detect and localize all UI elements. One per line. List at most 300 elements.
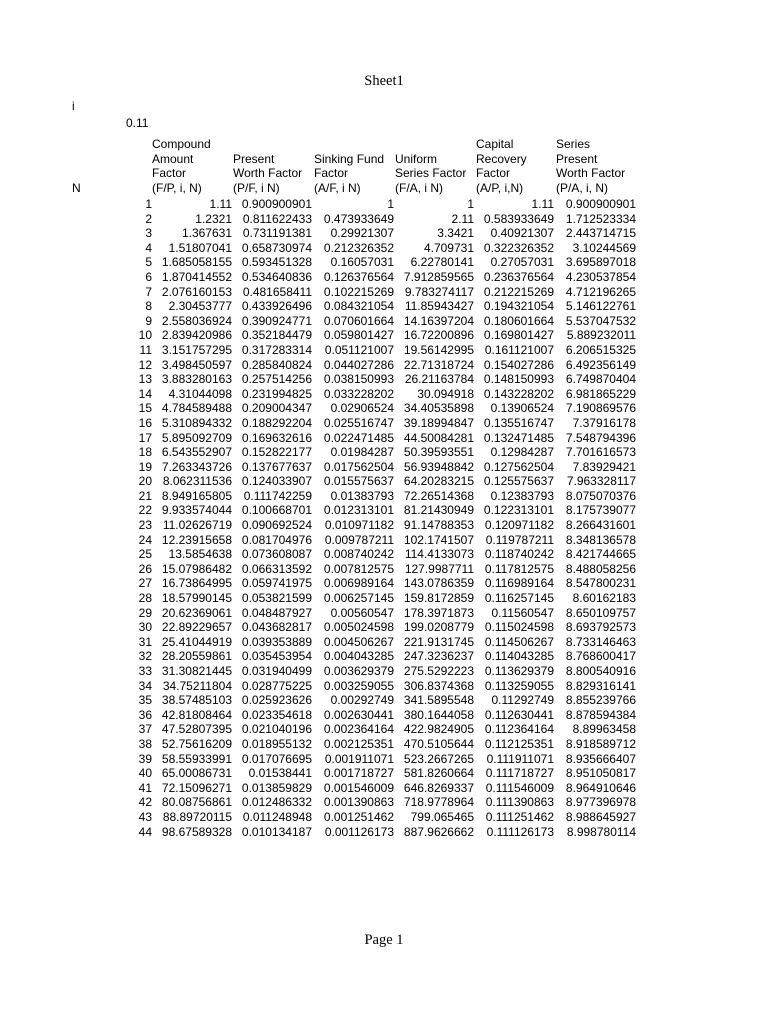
series-present-worth-cell: 4.230537854 xyxy=(565,269,636,284)
present-worth-cell: 0.012486332 xyxy=(241,795,312,810)
period-cell: 20 xyxy=(138,474,152,489)
sinking-fund-cell: 0.29921307 xyxy=(330,226,394,241)
compound-amount-cell: 80.08756861 xyxy=(161,795,232,810)
compound-amount-cell: 38.57485103 xyxy=(161,693,232,708)
compound-amount-cell: 20.62369061 xyxy=(161,605,232,620)
present-worth-cell: 0.285840824 xyxy=(241,357,312,372)
rate-value: 0.11 xyxy=(126,116,149,130)
present-worth-cell: 0.111742259 xyxy=(243,488,312,503)
capital-recovery-cell: 0.111546009 xyxy=(485,780,554,795)
present-worth-cell: 0.169632616 xyxy=(241,430,312,445)
series-present-worth-cell: 3.10244569 xyxy=(572,240,636,255)
sinking-fund-cell: 0.059801427 xyxy=(323,328,394,343)
period-cell: 21 xyxy=(138,488,152,503)
compound-amount-cell: 42.81808464 xyxy=(161,707,232,722)
present-worth-cell: 0.01538441 xyxy=(248,766,312,781)
uniform-series-cell: 718.9778964 xyxy=(403,795,474,810)
uniform-series-cell: 341.5895548 xyxy=(403,693,474,708)
table-row xyxy=(0,722,768,737)
period-cell: 8 xyxy=(145,299,152,314)
sinking-fund-cell: 0.015575637 xyxy=(323,474,394,489)
compound-amount-cell: 72.15096271 xyxy=(161,780,232,795)
present-worth-cell: 0.031940499 xyxy=(241,664,312,678)
sinking-fund-cell: 0.002125351 xyxy=(323,736,394,751)
sinking-fund-cell: 0.025516747 xyxy=(323,415,394,430)
present-worth-cell: 0.209004347 xyxy=(241,401,312,416)
sinking-fund-cell: 0.006257145 xyxy=(323,591,394,606)
uniform-series-cell: 19.56142995 xyxy=(403,342,474,357)
sinking-fund-cell: 1 xyxy=(387,197,394,211)
series-present-worth-cell: 8.421744665 xyxy=(565,547,636,562)
present-worth-cell: 0.534640836 xyxy=(241,269,312,284)
uniform-series-cell: 470.5105644 xyxy=(403,736,474,751)
present-worth-cell: 0.021040196 xyxy=(241,722,312,737)
table-row xyxy=(0,664,768,679)
series-present-worth-cell: 8.988645927 xyxy=(565,809,636,824)
table-row xyxy=(0,635,768,650)
sinking-fund-cell: 0.006989164 xyxy=(323,576,394,591)
series-present-worth-cell: 6.981865229 xyxy=(565,386,636,401)
period-cell: 30 xyxy=(138,620,152,635)
present-worth-cell: 0.658730974 xyxy=(241,240,312,255)
series-present-worth-cell: 6.749870404 xyxy=(565,372,636,387)
header-capital-recovery-factor: Capital Recovery Factor (A/P, i,N) xyxy=(476,137,527,195)
compound-amount-cell: 3.498450597 xyxy=(161,357,232,372)
table-row xyxy=(0,693,768,708)
compound-amount-cell: 7.263343726 xyxy=(161,459,232,474)
series-present-worth-cell: 3.695897018 xyxy=(565,255,636,270)
present-worth-cell: 0.025923626 xyxy=(241,693,312,708)
sinking-fund-cell: 0.012313101 xyxy=(323,503,394,518)
capital-recovery-cell: 0.116989164 xyxy=(484,576,554,591)
present-worth-cell: 0.231994825 xyxy=(241,386,312,401)
period-cell: 24 xyxy=(138,532,152,547)
series-present-worth-cell: 0.900900901 xyxy=(565,197,636,211)
period-cell: 27 xyxy=(138,576,152,591)
table-row xyxy=(0,708,768,723)
series-present-worth-cell: 8.829316141 xyxy=(565,678,636,693)
present-worth-cell: 0.066313592 xyxy=(241,561,312,576)
capital-recovery-cell: 0.143228202 xyxy=(483,386,554,401)
capital-recovery-cell: 0.117812575 xyxy=(484,561,554,576)
compound-amount-cell: 4.31044098 xyxy=(168,386,232,401)
uniform-series-cell: 306.8374368 xyxy=(403,678,474,693)
table-row xyxy=(0,241,768,256)
series-present-worth-cell: 8.547800231 xyxy=(565,576,636,591)
capital-recovery-cell: 0.127562504 xyxy=(483,459,554,474)
period-cell: 22 xyxy=(138,503,152,518)
capital-recovery-cell: 0.125575637 xyxy=(483,474,554,489)
period-cell: 37 xyxy=(138,722,152,737)
present-worth-cell: 0.073608087 xyxy=(241,547,312,562)
capital-recovery-cell: 0.169801427 xyxy=(483,328,554,343)
sinking-fund-cell: 0.001126173 xyxy=(324,824,394,839)
sinking-fund-cell: 0.003629379 xyxy=(323,664,394,678)
period-cell: 43 xyxy=(138,809,152,824)
series-present-worth-cell: 8.60162183 xyxy=(572,591,636,606)
series-present-worth-cell: 7.190869576 xyxy=(565,401,636,416)
capital-recovery-cell: 0.322326352 xyxy=(483,240,554,255)
table-row xyxy=(0,591,768,606)
uniform-series-cell: 22.71318724 xyxy=(403,357,474,372)
uniform-series-cell: 102.1741507 xyxy=(403,532,474,547)
present-worth-cell: 0.317283314 xyxy=(241,342,312,357)
series-present-worth-cell: 7.83929421 xyxy=(572,459,636,474)
series-present-worth-cell: 8.650109757 xyxy=(565,605,636,620)
compound-amount-cell: 1.2321 xyxy=(195,211,232,226)
table-row xyxy=(0,795,768,810)
sinking-fund-cell: 0.001390863 xyxy=(323,795,394,810)
header-series-present-worth-factor: Series Present Worth Factor (P/A, i, N) xyxy=(556,137,626,195)
sinking-fund-cell: 0.033228202 xyxy=(323,386,394,401)
table-row xyxy=(0,197,768,212)
present-worth-cell: 0.811622433 xyxy=(242,211,312,226)
table-row xyxy=(0,518,768,533)
capital-recovery-cell: 0.115024598 xyxy=(484,620,554,635)
uniform-series-cell: 6.22780141 xyxy=(410,255,474,270)
compound-amount-cell: 34.75211804 xyxy=(162,678,232,693)
period-cell: 33 xyxy=(138,664,152,678)
sinking-fund-cell: 0.00560547 xyxy=(330,605,394,620)
table-row xyxy=(0,387,768,402)
uniform-series-cell: 9.783274117 xyxy=(404,284,474,299)
present-worth-cell: 0.481658411 xyxy=(242,284,312,299)
compound-amount-cell: 5.310894332 xyxy=(161,415,232,430)
compound-amount-cell: 98.67589328 xyxy=(161,824,232,839)
uniform-series-cell: 44.50084281 xyxy=(403,430,474,445)
present-worth-cell: 0.390924771 xyxy=(241,313,312,328)
compound-amount-cell: 65.00086731 xyxy=(161,766,232,781)
sinking-fund-cell: 0.004506267 xyxy=(323,634,394,649)
uniform-series-cell: 523.2667265 xyxy=(403,751,474,766)
page-footer: Page 1 xyxy=(364,932,404,948)
series-present-worth-cell: 8.998780114 xyxy=(566,824,636,839)
series-present-worth-cell: 2.443714715 xyxy=(565,226,636,241)
present-worth-cell: 0.013859829 xyxy=(241,780,312,795)
table-row xyxy=(0,825,768,840)
series-present-worth-cell: 5.146122761 xyxy=(565,299,636,314)
present-worth-cell: 0.152822177 xyxy=(241,445,312,460)
present-worth-cell: 0.137677637 xyxy=(241,459,312,474)
sinking-fund-cell: 0.001251462 xyxy=(323,809,394,824)
table-row xyxy=(0,489,768,504)
uniform-series-cell: 81.21430949 xyxy=(403,503,474,518)
compound-amount-cell: 11.02626719 xyxy=(162,518,232,533)
compound-amount-cell: 58.55933991 xyxy=(161,751,232,766)
sinking-fund-cell: 0.473933649 xyxy=(323,211,394,226)
sinking-fund-cell: 0.002364164 xyxy=(323,722,394,737)
uniform-series-cell: 422.9824905 xyxy=(403,722,474,737)
period-cell: 28 xyxy=(138,591,152,606)
capital-recovery-cell: 0.113629379 xyxy=(484,664,554,678)
uniform-series-cell: 1 xyxy=(467,197,474,211)
capital-recovery-cell: 0.114043285 xyxy=(484,649,554,664)
header-present-worth-factor: Present Worth Factor (P/F, i N) xyxy=(233,151,303,195)
series-present-worth-cell: 8.800540916 xyxy=(565,664,636,678)
table-row xyxy=(0,445,768,460)
capital-recovery-cell: 0.116257145 xyxy=(484,591,554,606)
compound-amount-cell: 8.949165805 xyxy=(161,488,232,503)
table-row xyxy=(0,343,768,358)
series-present-worth-cell: 1.712523334 xyxy=(565,211,636,226)
capital-recovery-cell: 0.27057031 xyxy=(490,255,554,270)
period-column-label: N xyxy=(72,181,81,195)
sinking-fund-cell: 0.017562504 xyxy=(323,459,394,474)
table-row xyxy=(0,431,768,446)
sinking-fund-cell: 0.126376564 xyxy=(323,269,394,284)
series-present-worth-cell: 8.951050817 xyxy=(565,766,636,781)
period-cell: 12 xyxy=(138,357,152,372)
capital-recovery-cell: 0.11560547 xyxy=(491,605,554,620)
period-cell: 13 xyxy=(138,372,152,387)
series-present-worth-cell: 8.935666407 xyxy=(565,751,636,766)
present-worth-cell: 0.100668701 xyxy=(241,503,312,518)
uniform-series-cell: 64.20283215 xyxy=(403,474,474,489)
table-row xyxy=(0,212,768,227)
sinking-fund-cell: 0.01383793 xyxy=(330,488,394,503)
capital-recovery-cell: 0.12984287 xyxy=(490,445,554,460)
compound-amount-cell: 12.23915658 xyxy=(161,532,232,547)
period-cell: 17 xyxy=(138,430,152,445)
present-worth-cell: 0.010134187 xyxy=(241,824,312,839)
table-row xyxy=(0,270,768,285)
uniform-series-cell: 39.18994847 xyxy=(403,415,474,430)
uniform-series-cell: 4.709731 xyxy=(423,240,474,255)
compound-amount-cell: 31.30821445 xyxy=(161,664,232,678)
period-cell: 19 xyxy=(138,459,152,474)
series-present-worth-cell: 8.348136578 xyxy=(565,532,636,547)
period-cell: 31 xyxy=(138,634,152,649)
header-sinking-fund-factor: Sinking Fund Factor (A/F, i N) xyxy=(314,151,385,195)
period-cell: 16 xyxy=(138,415,152,430)
series-present-worth-cell: 5.537047532 xyxy=(565,313,636,328)
capital-recovery-cell: 0.236376564 xyxy=(483,269,554,284)
table-row xyxy=(0,474,768,489)
table-row xyxy=(0,314,768,329)
capital-recovery-cell: 0.122313101 xyxy=(483,503,554,518)
capital-recovery-cell: 0.194321054 xyxy=(483,299,554,314)
series-present-worth-cell: 8.266431601 xyxy=(565,518,636,533)
table-row xyxy=(0,372,768,387)
compound-amount-cell: 2.558036924 xyxy=(161,313,232,328)
capital-recovery-cell: 1.11 xyxy=(531,197,554,211)
period-cell: 10 xyxy=(138,328,152,343)
factor-table-body xyxy=(0,197,768,839)
present-worth-cell: 0.017076695 xyxy=(241,751,312,766)
present-worth-cell: 0.011248948 xyxy=(242,809,312,824)
uniform-series-cell: 127.9987711 xyxy=(404,561,474,576)
present-worth-cell: 0.028775225 xyxy=(241,678,312,693)
table-row xyxy=(0,226,768,241)
period-cell: 42 xyxy=(138,795,152,810)
sinking-fund-cell: 0.022471485 xyxy=(323,430,394,445)
compound-amount-cell: 28.20559861 xyxy=(161,649,232,664)
table-row xyxy=(0,781,768,796)
series-present-worth-cell: 7.548794396 xyxy=(565,430,636,445)
table-row xyxy=(0,401,768,416)
capital-recovery-cell: 0.13906524 xyxy=(490,401,554,416)
table-row xyxy=(0,255,768,270)
compound-amount-cell: 3.883280163 xyxy=(161,372,232,387)
sinking-fund-cell: 0.008740242 xyxy=(323,547,394,562)
compound-amount-cell: 9.933574044 xyxy=(161,503,232,518)
sinking-fund-cell: 0.16057031 xyxy=(330,255,394,270)
sinking-fund-cell: 0.070601664 xyxy=(323,313,394,328)
capital-recovery-cell: 0.161121007 xyxy=(484,342,554,357)
series-present-worth-cell: 8.733146463 xyxy=(565,634,636,649)
capital-recovery-cell: 0.120971182 xyxy=(484,518,554,533)
period-cell: 34 xyxy=(138,678,152,693)
uniform-series-cell: 114.4133073 xyxy=(404,547,474,562)
sinking-fund-cell: 0.009787211 xyxy=(324,532,394,547)
uniform-series-cell: 275.5292223 xyxy=(403,664,474,678)
period-cell: 1 xyxy=(145,197,152,211)
capital-recovery-cell: 0.180601664 xyxy=(483,313,554,328)
period-cell: 2 xyxy=(145,211,152,226)
compound-amount-cell: 2.076160153 xyxy=(161,284,232,299)
compound-amount-cell: 18.57990145 xyxy=(161,591,232,606)
present-worth-cell: 0.053821599 xyxy=(241,591,312,606)
period-cell: 44 xyxy=(138,824,152,839)
compound-amount-cell: 6.543552907 xyxy=(161,445,232,460)
compound-amount-cell: 1.870414552 xyxy=(161,269,232,284)
period-cell: 4 xyxy=(145,240,152,255)
capital-recovery-cell: 0.112125351 xyxy=(484,736,554,751)
sinking-fund-cell: 0.007812575 xyxy=(323,561,394,576)
series-present-worth-cell: 8.964910646 xyxy=(565,780,636,795)
series-present-worth-cell: 8.075070376 xyxy=(565,488,636,503)
uniform-series-cell: 34.40535898 xyxy=(403,401,474,416)
uniform-series-cell: 646.8269337 xyxy=(403,780,474,795)
capital-recovery-cell: 0.11292749 xyxy=(491,693,554,708)
series-present-worth-cell: 5.889232011 xyxy=(566,328,636,343)
uniform-series-cell: 143.0786359 xyxy=(403,576,474,591)
uniform-series-cell: 72.26514368 xyxy=(403,488,474,503)
compound-amount-cell: 4.784589488 xyxy=(161,401,232,416)
capital-recovery-cell: 0.212215269 xyxy=(483,284,554,299)
sinking-fund-cell: 0.003259055 xyxy=(323,678,394,693)
sinking-fund-cell: 0.001718727 xyxy=(323,766,394,781)
series-present-worth-cell: 7.37916178 xyxy=(572,415,636,430)
sinking-fund-cell: 0.010971182 xyxy=(324,518,394,533)
rate-label: i xyxy=(72,99,75,113)
capital-recovery-cell: 0.113259055 xyxy=(484,678,554,693)
uniform-series-cell: 11.85943427 xyxy=(404,299,474,314)
uniform-series-cell: 50.39593551 xyxy=(403,445,474,460)
header-compound-amount-factor: Compound Amount Factor (F/P, i, N) xyxy=(152,137,211,195)
sinking-fund-cell: 0.001911071 xyxy=(324,751,394,766)
period-cell: 39 xyxy=(138,751,152,766)
uniform-series-cell: 199.0208779 xyxy=(403,620,474,635)
table-row xyxy=(0,810,768,825)
compound-amount-cell: 3.151757295 xyxy=(161,342,232,357)
sinking-fund-cell: 0.02906524 xyxy=(330,401,394,416)
table-row xyxy=(0,547,768,562)
table-row xyxy=(0,285,768,300)
period-cell: 36 xyxy=(138,707,152,722)
compound-amount-cell: 25.41044919 xyxy=(161,634,232,649)
series-present-worth-cell: 7.963328117 xyxy=(566,474,636,489)
sinking-fund-cell: 0.004043285 xyxy=(323,649,394,664)
sinking-fund-cell: 0.005024598 xyxy=(323,620,394,635)
table-row xyxy=(0,358,768,373)
period-cell: 23 xyxy=(138,518,152,533)
table-row xyxy=(0,533,768,548)
table-row xyxy=(0,576,768,591)
period-cell: 35 xyxy=(138,693,152,708)
sinking-fund-cell: 0.038150993 xyxy=(323,372,394,387)
period-cell: 41 xyxy=(138,780,152,795)
table-row xyxy=(0,416,768,431)
uniform-series-cell: 221.9131745 xyxy=(403,634,474,649)
series-present-worth-cell: 8.768600417 xyxy=(565,649,636,664)
sinking-fund-cell: 0.212326352 xyxy=(323,240,394,255)
table-row xyxy=(0,562,768,577)
present-worth-cell: 0.188292204 xyxy=(241,415,312,430)
sinking-fund-cell: 0.051121007 xyxy=(324,342,394,357)
present-worth-cell: 0.090692524 xyxy=(241,518,312,533)
sinking-fund-cell: 0.002630441 xyxy=(323,707,394,722)
present-worth-cell: 0.039353889 xyxy=(241,634,312,649)
uniform-series-cell: 887.9626662 xyxy=(403,824,474,839)
period-cell: 26 xyxy=(138,561,152,576)
capital-recovery-cell: 0.119787211 xyxy=(485,532,554,547)
present-worth-cell: 0.018955132 xyxy=(241,736,312,751)
table-row xyxy=(0,737,768,752)
period-cell: 3 xyxy=(145,226,152,241)
period-cell: 38 xyxy=(138,736,152,751)
series-present-worth-cell: 8.855239766 xyxy=(565,693,636,708)
series-present-worth-cell: 8.89963458 xyxy=(572,722,636,737)
capital-recovery-cell: 0.112364164 xyxy=(484,722,554,737)
compound-amount-cell: 1.51807041 xyxy=(168,240,232,255)
sinking-fund-cell: 0.01984287 xyxy=(330,445,394,460)
uniform-series-cell: 159.8172859 xyxy=(403,591,474,606)
uniform-series-cell: 26.21163784 xyxy=(404,372,474,387)
sinking-fund-cell: 0.102215269 xyxy=(323,284,394,299)
capital-recovery-cell: 0.12383793 xyxy=(490,488,554,503)
table-row xyxy=(0,752,768,767)
series-present-worth-cell: 7.701616573 xyxy=(565,445,636,460)
period-cell: 29 xyxy=(138,605,152,620)
present-worth-cell: 0.059741975 xyxy=(241,576,312,591)
capital-recovery-cell: 0.40921307 xyxy=(490,226,554,241)
compound-amount-cell: 5.895092709 xyxy=(161,430,232,445)
sinking-fund-cell: 0.00292749 xyxy=(330,693,394,708)
series-present-worth-cell: 6.206515325 xyxy=(565,342,636,357)
period-cell: 11 xyxy=(139,342,152,357)
table-row xyxy=(0,299,768,314)
compound-amount-cell: 47.52807395 xyxy=(161,722,232,737)
period-cell: 5 xyxy=(145,255,152,270)
table-row xyxy=(0,620,768,635)
table-row xyxy=(0,460,768,475)
period-cell: 7 xyxy=(145,284,152,299)
compound-amount-cell: 22.89229657 xyxy=(161,620,232,635)
period-cell: 14 xyxy=(138,386,152,401)
uniform-series-cell: 7.912859565 xyxy=(403,269,474,284)
capital-recovery-cell: 0.154027286 xyxy=(483,357,554,372)
uniform-series-cell: 3.3421 xyxy=(437,226,474,241)
series-present-worth-cell: 4.712196265 xyxy=(565,284,636,299)
uniform-series-cell: 247.3236237 xyxy=(403,649,474,664)
uniform-series-cell: 380.1644058 xyxy=(403,707,474,722)
compound-amount-cell: 1.11 xyxy=(209,197,232,211)
series-present-worth-cell: 6.492356149 xyxy=(565,357,636,372)
present-worth-cell: 0.081704976 xyxy=(241,532,312,547)
present-worth-cell: 0.048487927 xyxy=(241,605,312,620)
series-present-worth-cell: 8.488058256 xyxy=(565,561,636,576)
